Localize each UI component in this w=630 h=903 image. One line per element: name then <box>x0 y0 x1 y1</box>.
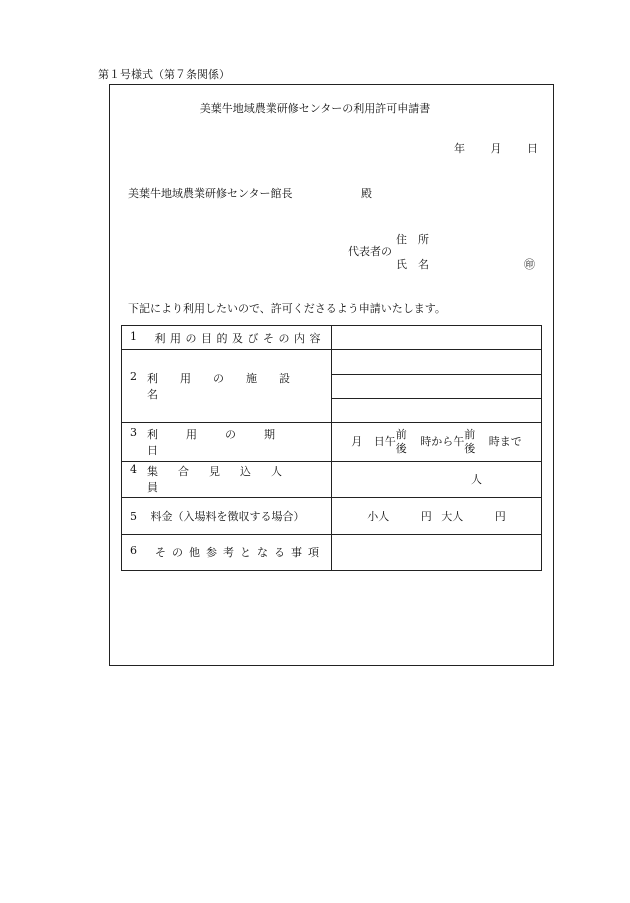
application-table <box>121 325 542 571</box>
request-text: 下記により利用したいので、許可くださるよう申請いたします。 <box>128 302 446 315</box>
fee-yen-1: 円 <box>420 509 432 523</box>
seal-mark: ㊞ <box>524 258 535 271</box>
start-am: 前 <box>395 427 407 441</box>
fee-yen-2: 円 <box>494 509 506 523</box>
other-label <box>122 534 332 570</box>
end-ampm <box>464 428 475 456</box>
attendees-unit: 人 <box>471 473 482 487</box>
facility-field-1[interactable] <box>332 350 542 374</box>
attendees-num: 4 <box>130 463 137 477</box>
facility-label <box>122 350 332 423</box>
row-period <box>122 423 542 461</box>
month-label: 月 <box>490 142 502 155</box>
start-pm: 後 <box>395 441 407 455</box>
fee-adult: 大人 <box>441 509 464 523</box>
addressee-honorific: 殿 <box>361 187 372 200</box>
purpose-text: 利用の目的及びその内容 <box>154 331 325 345</box>
row-purpose <box>122 326 542 350</box>
end-am: 前 <box>464 427 476 441</box>
row-attendees <box>122 461 542 497</box>
row-other <box>122 534 542 570</box>
form-number: 第１号様式（第７条関係） <box>98 68 230 81</box>
attendees-text: 集合見込人員 <box>147 465 302 495</box>
period-text: 利用の期日 <box>147 427 303 457</box>
period-to: 時まで <box>488 434 522 448</box>
facility-num: 2 <box>130 370 137 384</box>
other-field[interactable] <box>332 534 542 570</box>
attendees-field[interactable] <box>332 461 542 497</box>
period-label <box>122 423 332 461</box>
fee-child: 小人 <box>367 509 390 523</box>
date-line <box>454 140 538 156</box>
applicant-prefix: 代表者の <box>348 245 392 258</box>
fee-num: 5 <box>130 509 137 523</box>
facility-field-2[interactable] <box>332 374 542 398</box>
purpose-field[interactable] <box>332 326 542 350</box>
period-field[interactable] <box>332 423 542 461</box>
row-fee <box>122 498 542 534</box>
other-num: 6 <box>130 544 137 558</box>
other-text: その他参考となる事項 <box>155 546 325 560</box>
period-num: 3 <box>130 425 137 439</box>
applicant-address-label: 住 所 <box>396 233 429 246</box>
year-label: 年 <box>454 142 465 155</box>
start-ampm <box>396 428 407 456</box>
fee-text: 料金（入場料を徴収する場合） <box>150 509 305 523</box>
period-from: 時から午 <box>420 434 465 448</box>
end-pm: 後 <box>464 441 476 455</box>
facility-field-3[interactable] <box>332 398 542 422</box>
applicant-name-label: 氏 名 <box>396 258 429 271</box>
form-title: 美葉牛地域農業研修センターの利用許可申請書 <box>199 102 431 115</box>
facility-text: 利用の施設名 <box>147 372 312 402</box>
addressee-name: 美葉牛地域農業研修センター館長 <box>128 187 293 200</box>
purpose-label <box>122 326 332 350</box>
fee-field[interactable] <box>332 498 542 534</box>
fee-label <box>122 498 332 534</box>
purpose-num: 1 <box>130 329 137 343</box>
period-day: 日午 <box>373 434 396 448</box>
day-label: 日 <box>527 142 538 155</box>
attendees-label <box>122 461 332 497</box>
period-month: 月 <box>351 434 363 448</box>
row-facility-1 <box>122 350 542 374</box>
